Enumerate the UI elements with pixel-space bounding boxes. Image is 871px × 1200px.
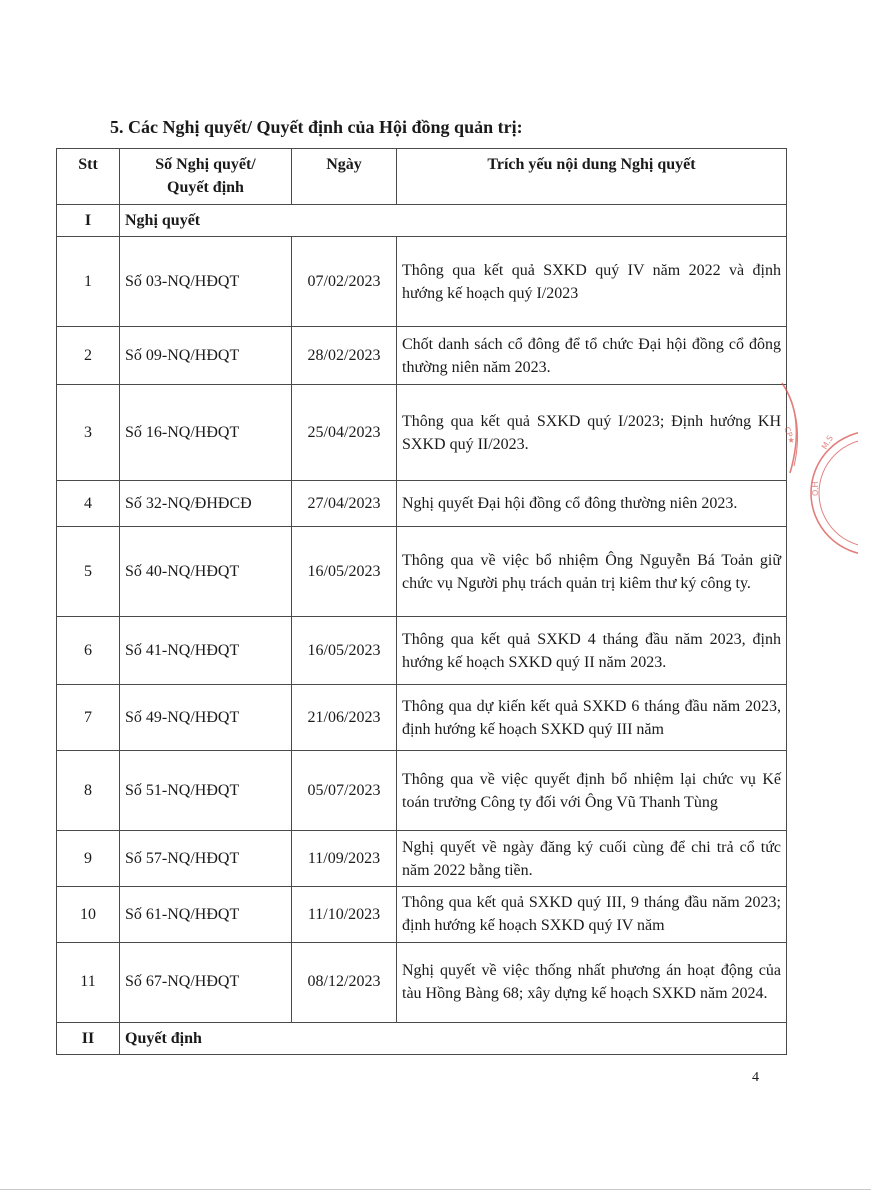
- row-content: Thông qua về việc quyết định bổ nhiệm lại chức vụ Kế toán trưởng Công ty đối với Ông Vũ Thanh Tùng: [397, 751, 787, 831]
- row-date: 11/09/2023: [292, 831, 397, 887]
- table-row: [57, 617, 787, 685]
- svg-text:O.H: O.H: [811, 481, 820, 496]
- row-stt: 5: [57, 527, 120, 617]
- header-date: Ngày: [292, 149, 397, 205]
- row-stt: 11: [57, 942, 120, 1022]
- row-number: Số 16-NQ/HĐQT: [120, 385, 292, 481]
- row-date: 25/04/2023: [292, 385, 397, 481]
- table-row: [57, 527, 787, 617]
- row-number: Số 51-NQ/HĐQT: [120, 751, 292, 831]
- row-content: Thông qua dự kiến kết quả SXKD 6 tháng đầu năm 2023, định hướng kế hoạch SXKD quý III năm: [397, 685, 787, 751]
- table-row: [57, 942, 787, 1022]
- row-content: Thông qua kết quả SXKD quý IV năm 2022 và định hướng kế hoạch quý I/2023: [397, 237, 787, 327]
- row-number: Số 40-NQ/HĐQT: [120, 527, 292, 617]
- row-date: 16/05/2023: [292, 527, 397, 617]
- row-content: Thông qua kết quả SXKD quý III, 9 tháng đầu năm 2023; định hướng kế hoạch SXKD quý IV năm: [397, 887, 787, 942]
- table-row: [57, 887, 787, 942]
- row-date: 08/12/2023: [292, 942, 397, 1022]
- resolutions-table: [56, 148, 787, 1055]
- section-title: 5. Các Nghị quyết/ Quyết định của Hội đồng quản trị:: [110, 117, 523, 137]
- row-stt: 7: [57, 685, 120, 751]
- row-date: 11/10/2023: [292, 887, 397, 942]
- row-date: 21/06/2023: [292, 685, 397, 751]
- table-row: [57, 481, 787, 527]
- row-content: Chốt danh sách cổ đông để tổ chức Đại hội đồng cổ đông thường niên năm 2023.: [397, 327, 787, 385]
- row-number: Số 61-NQ/HĐQT: [120, 887, 292, 942]
- row-stt: 3: [57, 385, 120, 481]
- table-row: [57, 831, 787, 887]
- group-index: II: [57, 1022, 120, 1054]
- table-header-row: [57, 149, 787, 205]
- row-stt: 10: [57, 887, 120, 942]
- table-row: [57, 327, 787, 385]
- row-date: 16/05/2023: [292, 617, 397, 685]
- company-seal-stamp: [778, 378, 858, 558]
- group-label: Quyết định: [120, 1022, 787, 1054]
- row-number: Số 32-NQ/ĐHĐCĐ: [120, 481, 292, 527]
- row-number: Số 41-NQ/HĐQT: [120, 617, 292, 685]
- row-stt: 6: [57, 617, 120, 685]
- row-content: Nghị quyết về việc thống nhất phương án hoạt động của tàu Hồng Bàng 68; xây dựng kế hoạch SXKD năm 2024.: [397, 942, 787, 1022]
- row-content: Nghị quyết Đại hội đồng cổ đông thường niên 2023.: [397, 481, 787, 527]
- table-row: [57, 385, 787, 481]
- table-row: [57, 751, 787, 831]
- row-date: 28/02/2023: [292, 327, 397, 385]
- row-date: 27/04/2023: [292, 481, 397, 527]
- group-label: Nghị quyết: [120, 205, 787, 237]
- row-stt: 2: [57, 327, 120, 385]
- header-number-line2: Quyết định: [167, 179, 244, 197]
- row-number: Số 09-NQ/HĐQT: [120, 327, 292, 385]
- row-content: Thông qua về việc bổ nhiệm Ông Nguyễn Bá Toản giữ chức vụ Người phụ trách quản trị kiêm thư ký công ty.: [397, 527, 787, 617]
- table-row: [57, 685, 787, 751]
- row-date: 05/07/2023: [292, 751, 397, 831]
- header-content: Trích yếu nội dung Nghị quyết: [397, 149, 787, 205]
- row-number: Số 67-NQ/HĐQT: [120, 942, 292, 1022]
- header-number: [120, 149, 292, 205]
- row-stt: 4: [57, 481, 120, 527]
- svg-text:CP★: CP★: [782, 425, 797, 446]
- page-edge: [0, 1189, 871, 1190]
- header-stt: Stt: [57, 149, 120, 205]
- row-content: Thông qua kết quả SXKD 4 tháng đầu năm 2023, định hướng kế hoạch SXKD quý II năm 2023.: [397, 617, 787, 685]
- group-index: I: [57, 205, 120, 237]
- row-stt: 9: [57, 831, 120, 887]
- row-stt: 8: [57, 751, 120, 831]
- svg-text:M.S: M.S: [819, 433, 835, 451]
- row-date: 07/02/2023: [292, 237, 397, 327]
- group-row-decisions: [57, 1022, 787, 1054]
- group-row-resolutions: [57, 205, 787, 237]
- table-row: [57, 237, 787, 327]
- row-stt: 1: [57, 237, 120, 327]
- header-number-line1: Số Nghị quyết/: [155, 156, 256, 173]
- row-content: Thông qua kết quả SXKD quý I/2023; Định hướng KH SXKD quý II/2023.: [397, 385, 787, 481]
- page-number: 4: [752, 1070, 759, 1085]
- row-number: Số 03-NQ/HĐQT: [120, 237, 292, 327]
- row-number: Số 49-NQ/HĐQT: [120, 685, 292, 751]
- row-content: Nghị quyết về ngày đăng ký cuối cùng để chi trả cổ tức năm 2022 bằng tiền.: [397, 831, 787, 887]
- row-number: Số 57-NQ/HĐQT: [120, 831, 292, 887]
